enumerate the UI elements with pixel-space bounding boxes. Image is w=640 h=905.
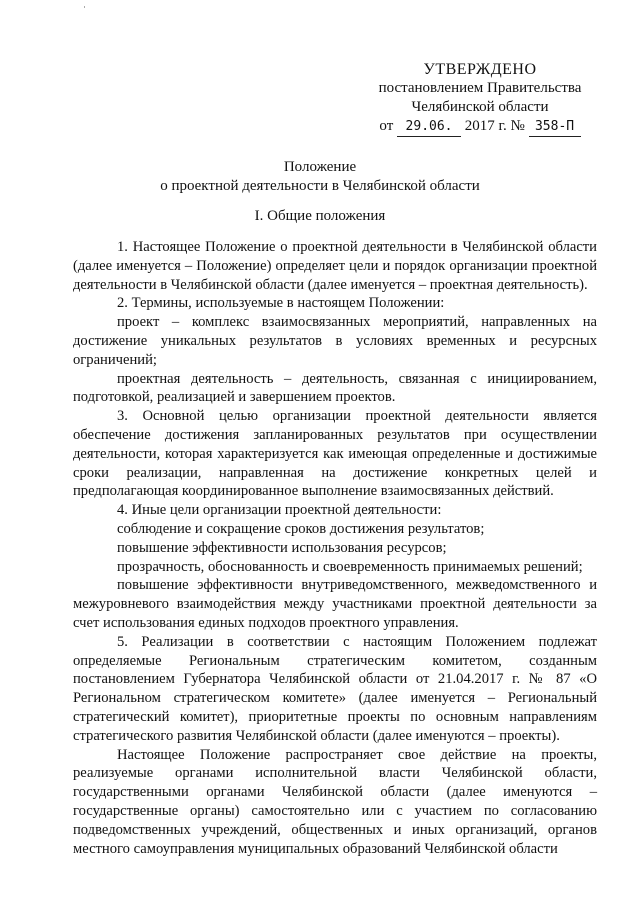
paragraph: 5. Реализации в соответствии с настоящим Положением подлежат определяемые Региональным стратегическим комитетом, созданным постановлением Губернатора Челябинской области от 21.04.2017 г. № 87 «О Региональном стратегическом комитете» (далее именуется – Региональный стратегический комитет), приоритетные проекты по основным направлениям стратегического развития Челябинской области (далее именуются – проекты).	[73, 633, 597, 744]
paragraph: 2. Термины, используемые в настоящем Положении:	[117, 295, 445, 312]
paragraph: 1. Настоящее Положение о проектной деятельности в Челябинской области (далее именуется – Положение) определяет цели и порядок организации проектной деятельности в Челябинской области (далее именуется – проектная деятельность).	[73, 239, 597, 293]
document-title: Положение	[283, 159, 357, 175]
document-subtitle: о проектной деятельности в Челябинской области	[160, 178, 480, 194]
approval-year-text: 2017 г. №	[464, 118, 525, 134]
approval-stamp-block	[360, 60, 600, 137]
section-heading: I. Общие положения	[254, 208, 386, 224]
approval-prefix: от	[379, 118, 394, 134]
paragraph: проект – комплекс взаимосвязанных мероприятий, направленных на достижение уникальных результатов в условиях временных и ресурсных ограничений;	[73, 314, 597, 368]
paragraph: прозрачность, обоснованность и своевременность принимаемых решений;	[117, 558, 583, 575]
paragraph: соблюдение и сокращение сроков достижения результатов;	[117, 520, 485, 537]
paragraph: повышение эффективности использования ресурсов;	[117, 539, 447, 556]
approval-dateline	[360, 117, 600, 137]
document-body	[73, 238, 597, 858]
paragraph: 3. Основной целью организации проектной деятельности является обеспечение достижения запланированных результатов при осуществлении деятельности, которая характеризуется как имеющая определенные и достижимые сроки реализации, направленная на достижение конкретных целей и предполагающая координированное выполнение взаимосвязанных действий.	[73, 408, 597, 500]
scan-speck	[84, 6, 85, 8]
paragraph: проектная деятельность – деятельность, связанная с инициированием, подготовкой, реализацией и завершением проектов.	[73, 370, 597, 406]
approval-heading: УТВЕРЖДЕНО	[423, 61, 537, 78]
approval-number-handwritten: 358-П	[529, 117, 581, 137]
approval-date-handwritten: 29.06.	[397, 117, 461, 137]
paragraph: повышение эффективности внутриведомственного, межведомственного и межуровневого взаимодействия между участниками проектной деятельности за счет использования единых подходов проектного управления.	[73, 577, 597, 631]
paragraph: Настоящее Положение распространяет свое действие на проекты, реализуемые органами исполнительной власти Челябинской области, государственными органами Челябинской области (далее именуются – государственные органы) самостоятельно или с участием по согласованию подведомственных учреждений, общественных и иных организаций, органов местного самоуправления муниципальных образований Челябинской области	[73, 746, 597, 857]
paragraph: 4. Иные цели организации проектной деятельности:	[117, 502, 442, 519]
approval-line-1: постановлением Правительства	[378, 80, 582, 96]
approval-line-2: Челябинской области	[411, 99, 549, 115]
